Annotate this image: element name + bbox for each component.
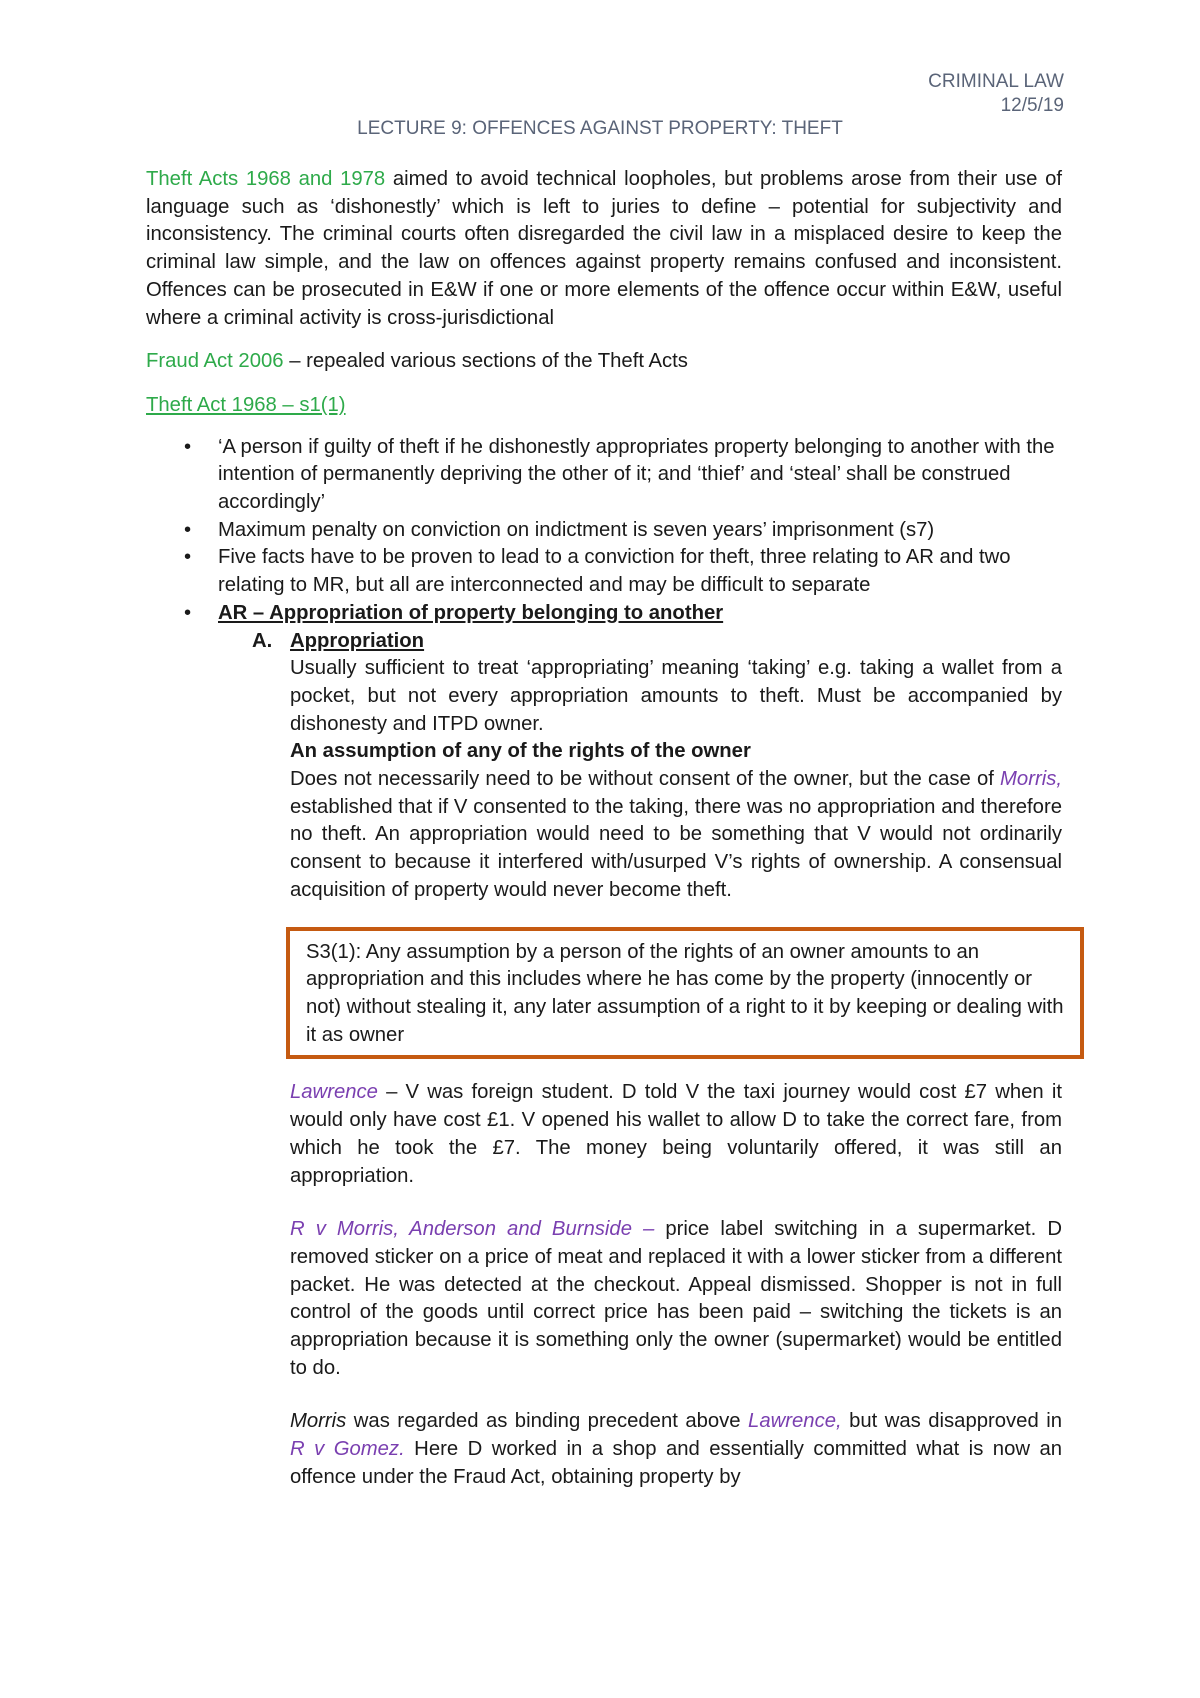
gomez-case-ref: R v Gomez. [290,1438,405,1461]
lawrence-ref: Lawrence, [748,1410,842,1433]
gomez-text-a: was regarded as binding precedent above [346,1410,749,1433]
theft-acts-ref: Theft Acts 1968 and 1978 [146,168,386,190]
bullet-text: ‘A person if guilty of theft if he dishonestly appropriates property belonging to another with the intention of permanently depriving the other of it; and ‘thief’ and ‘steal’ shall be construed accordingly’ [218,435,1055,514]
lawrence-case-ref: Lawrence [290,1081,378,1104]
appropriation-paragraph: Usually sufficient to treat ‘appropriating’ meaning ‘taking’ e.g. taking a wallet from a pocket, but not every appropriation amounts to theft. Must be accompanied by dishonesty and ITPD owner. [290,657,1062,735]
s3-text: S3(1): Any assumption by a person of the rights of an owner amounts to an appropriation and this includes where he has come by the property (innocently or not) without stealing it, any later assumption of a right to it by keeping or dealing with it as owner [306,940,1064,1046]
appropriation-heading-text: Appropriation [290,629,425,652]
fraud-paragraph [146,348,1062,376]
morris-ref-italic: Morris [290,1410,347,1433]
consent-text-a: Does not necessarily need to be without consent of the owner, but the case of [290,768,1001,791]
gomez-text-b: but was disapproved in [841,1410,1062,1433]
morris-anderson-case-ref: R v Morris, Anderson and Burnside – [290,1218,655,1241]
intro-paragraph [146,166,1062,332]
s3-callout-box [286,927,1084,1060]
lawrence-paragraph [290,1079,1062,1190]
bullet-icon: • [184,546,192,569]
list-item [146,544,1062,599]
morris-case-ref: Morris, [1000,768,1062,791]
gomez-paragraph [290,1408,1062,1491]
header-subject: CRIMINAL LAW [928,71,1064,92]
fraud-act-ref: Fraud Act 2006 [146,350,284,373]
morris-text: price label switching in a supermarket. D removed sticker on a price of meat and replaced it with a lower sticker from a different packet. He was detected at the checkout. Appeal dismissed. Shopper is not in full control of the goods until correct price has been paid – switching the tickets is an appropriation because it is something only the owner (supermarket) would be entitled to do. [290,1218,1062,1379]
header-date: 12/5/19 [1000,95,1064,116]
intro-text: aimed to avoid technical loopholes, but problems arose from their use of language such as ‘dishonestly’ which is left to juries to define – potential for subjectivity and inconsistency. The criminal courts often disregarded the civil law in a misplaced desire to keep the criminal law simple, and the law on offences against property remains confused and inconsistent. Offences can be prosecuted in E&W if one or more elements of the offence occur within E&W, useful where a criminal activity is cross-jurisdictional [146,168,1063,329]
ar-heading: AR – Appropriation of property belonging to another [218,601,724,624]
bullet-list [146,434,1062,628]
consent-text-b: established that if V consented to the taking, there was no appropriation and therefore no theft. An appropriation would need to be something that V would not ordinarily consent to because it interfered with/usurped V’s rights of ownership. A consensual acquisition of property would never become theft. [290,795,1062,901]
list-item [146,434,1062,517]
theft-act-heading: Theft Act 1968 – s1(1) [146,393,346,416]
lawrence-text: – V was foreign student. D told V the taxi journey would cost £7 when it would only have cost £1. V opened his wallet to allow D to take the correct fare, from which he took the £7. The money being voluntarily offered, it was still an appropriation. [290,1081,1062,1187]
rights-heading: An assumption of any of the rights of the owner [290,740,751,763]
gomez-text-c: Here D worked in a shop and essentially committed what is now an offence under the Fraud Act, obtaining property by [290,1438,1063,1488]
morris-paragraph [290,1216,1062,1382]
consent-paragraph [290,766,1062,905]
bullet-icon: • [184,435,192,458]
list-item [146,517,1062,545]
appropriation-heading [252,628,1062,656]
bullet-text: Five facts have to be proven to lead to a conviction for theft, three relating to AR and two relating to MR, but all are interconnected and may be difficult to separate [218,546,1011,597]
fraud-text: – repealed various sections of the Theft Acts [283,350,688,373]
appropriation-section [146,628,1062,1492]
bullet-text: Maximum penalty on conviction on indictment is seven years’ imprisonment (s7) [218,518,935,541]
section-letter: A. [252,629,273,652]
lecture-title: LECTURE 9: OFFENCES AGAINST PROPERTY: THEFT [357,118,843,139]
list-item [146,600,1062,628]
bullet-icon: • [184,601,192,624]
document-body [146,166,1062,1492]
bullet-icon: • [184,518,192,541]
